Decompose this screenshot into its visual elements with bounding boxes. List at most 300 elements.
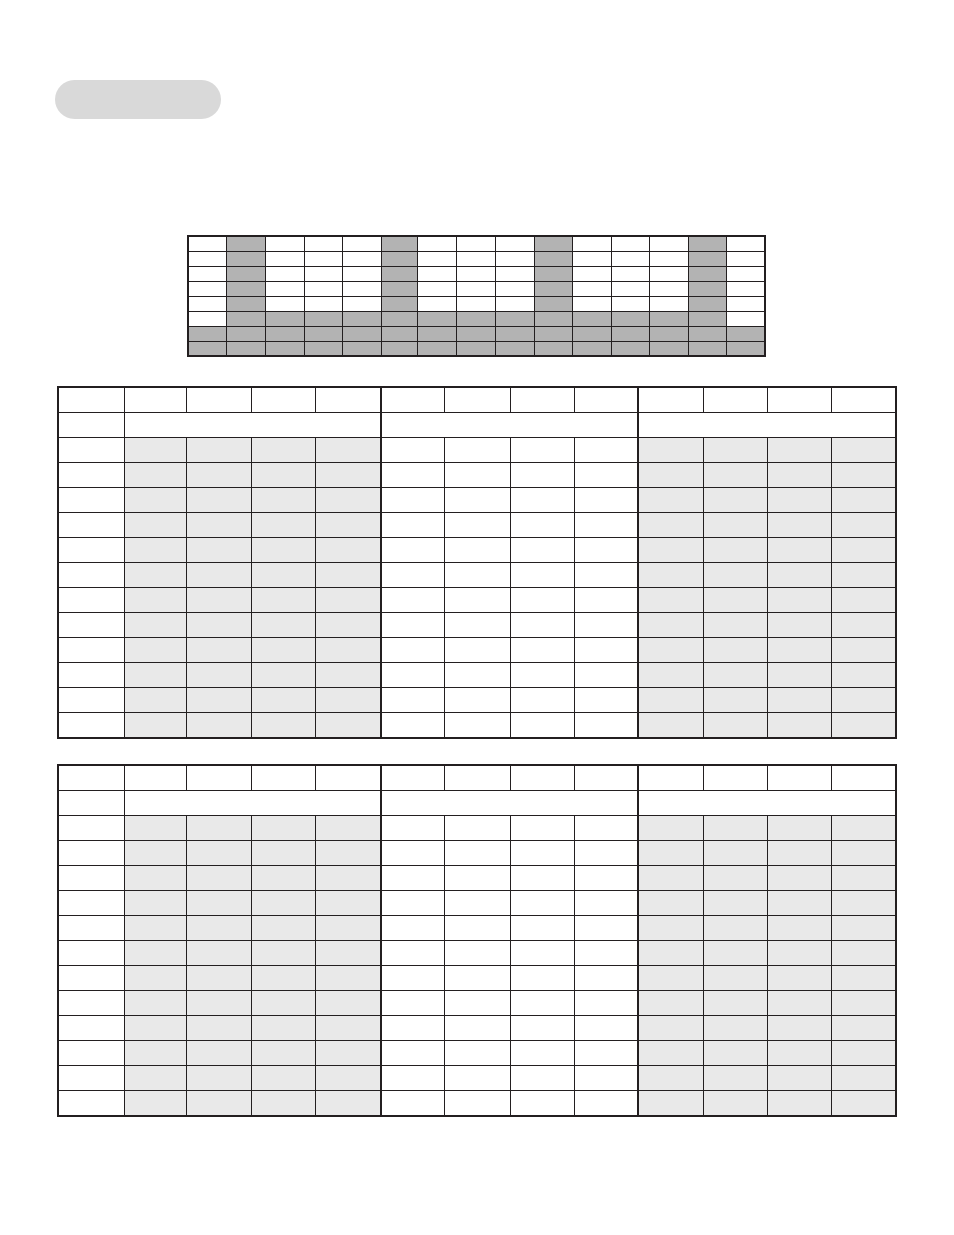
- entry-cell[interactable]: [768, 1016, 832, 1041]
- entry-cell[interactable]: [251, 866, 315, 891]
- entry-cell[interactable]: [124, 966, 186, 991]
- entry-cell[interactable]: [124, 613, 186, 638]
- entry-cell[interactable]: [832, 916, 896, 941]
- entry-cell[interactable]: [445, 638, 510, 663]
- entry-cell[interactable]: [832, 463, 896, 488]
- entry-cell[interactable]: [510, 463, 574, 488]
- entry-cell[interactable]: [124, 538, 186, 563]
- entry-cell[interactable]: [703, 841, 767, 866]
- entry-cell[interactable]: [445, 941, 510, 966]
- entry-cell[interactable]: [768, 463, 832, 488]
- entry-cell[interactable]: [316, 966, 381, 991]
- entry-cell[interactable]: [703, 941, 767, 966]
- entry-cell[interactable]: [186, 991, 251, 1016]
- entry-cell[interactable]: [832, 688, 896, 713]
- entry-cell[interactable]: [768, 688, 832, 713]
- entry-cell[interactable]: [638, 538, 703, 563]
- entry-cell[interactable]: [381, 438, 445, 463]
- entry-cell[interactable]: [445, 613, 510, 638]
- entry-cell[interactable]: [251, 841, 315, 866]
- key-cell: [534, 342, 572, 357]
- entry-cell[interactable]: [124, 563, 186, 588]
- entry-cell[interactable]: [186, 966, 251, 991]
- entry-cell[interactable]: [574, 638, 638, 663]
- entry-cell[interactable]: [251, 891, 315, 916]
- entry-cell[interactable]: [186, 916, 251, 941]
- entry-cell[interactable]: [638, 1091, 703, 1117]
- entry-cell[interactable]: [574, 1016, 638, 1041]
- entry-cell[interactable]: [768, 891, 832, 916]
- entry-cell[interactable]: [510, 613, 574, 638]
- entry-cell[interactable]: [638, 841, 703, 866]
- entry-cell[interactable]: [638, 663, 703, 688]
- entry-cell[interactable]: [186, 891, 251, 916]
- entry-cell[interactable]: [381, 941, 445, 966]
- entry-cell[interactable]: [124, 841, 186, 866]
- entry-cell[interactable]: [638, 966, 703, 991]
- entry-cell[interactable]: [445, 588, 510, 613]
- entry-cell[interactable]: [638, 463, 703, 488]
- entry-cell[interactable]: [703, 538, 767, 563]
- entry-cell[interactable]: [316, 866, 381, 891]
- entry-cell[interactable]: [768, 1066, 832, 1091]
- entry-cell[interactable]: [768, 991, 832, 1016]
- entry-cell[interactable]: [768, 841, 832, 866]
- entry-cell[interactable]: [832, 513, 896, 538]
- entry-cell[interactable]: [445, 841, 510, 866]
- entry-cell[interactable]: [316, 1066, 381, 1091]
- entry-cell[interactable]: [703, 513, 767, 538]
- row-label: [58, 538, 124, 563]
- entry-cell[interactable]: [381, 866, 445, 891]
- entry-cell[interactable]: [186, 1041, 251, 1066]
- key-cell: [418, 327, 457, 342]
- entry-cell[interactable]: [186, 513, 251, 538]
- entry-cell[interactable]: [251, 1041, 315, 1066]
- entry-cell[interactable]: [381, 841, 445, 866]
- entry-cell[interactable]: [768, 613, 832, 638]
- entry-cell[interactable]: [124, 816, 186, 841]
- entry-cell[interactable]: [574, 613, 638, 638]
- entry-cell[interactable]: [510, 638, 574, 663]
- entry-cell[interactable]: [251, 688, 315, 713]
- entry-cell[interactable]: [510, 513, 574, 538]
- entry-cell[interactable]: [124, 1066, 186, 1091]
- entry-cell[interactable]: [124, 488, 186, 513]
- entry-cell[interactable]: [768, 513, 832, 538]
- key-row: [188, 267, 765, 282]
- entry-cell[interactable]: [768, 563, 832, 588]
- entry-cell[interactable]: [638, 891, 703, 916]
- entry-cell[interactable]: [445, 891, 510, 916]
- entry-cell[interactable]: [251, 588, 315, 613]
- entry-cell[interactable]: [703, 438, 767, 463]
- entry-cell[interactable]: [510, 1066, 574, 1091]
- entry-cell[interactable]: [510, 438, 574, 463]
- entry-cell[interactable]: [832, 1091, 896, 1117]
- entry-cell[interactable]: [768, 438, 832, 463]
- entry-cell[interactable]: [445, 463, 510, 488]
- entry-cell[interactable]: [574, 1041, 638, 1066]
- entry-cell[interactable]: [445, 1091, 510, 1117]
- entry-cell[interactable]: [124, 1091, 186, 1117]
- column-header-row: [58, 387, 896, 413]
- entry-cell[interactable]: [703, 816, 767, 841]
- entry-cell[interactable]: [316, 891, 381, 916]
- key-cell: [188, 327, 226, 342]
- entry-cell[interactable]: [251, 463, 315, 488]
- entry-cell[interactable]: [251, 941, 315, 966]
- entry-cell[interactable]: [832, 966, 896, 991]
- entry-cell[interactable]: [703, 891, 767, 916]
- entry-cell[interactable]: [186, 663, 251, 688]
- entry-cell[interactable]: [832, 438, 896, 463]
- entry-cell[interactable]: [768, 488, 832, 513]
- entry-cell[interactable]: [510, 563, 574, 588]
- entry-cell[interactable]: [832, 613, 896, 638]
- entry-cell[interactable]: [445, 538, 510, 563]
- key-cell: [418, 297, 457, 312]
- entry-cell[interactable]: [510, 1091, 574, 1117]
- entry-cell[interactable]: [574, 713, 638, 739]
- entry-cell[interactable]: [574, 1091, 638, 1117]
- entry-cell[interactable]: [381, 513, 445, 538]
- entry-cell[interactable]: [251, 663, 315, 688]
- entry-cell[interactable]: [703, 488, 767, 513]
- entry-cell[interactable]: [124, 663, 186, 688]
- entry-cell[interactable]: [574, 513, 638, 538]
- entry-cell[interactable]: [316, 841, 381, 866]
- entry-cell[interactable]: [381, 588, 445, 613]
- entry-cell[interactable]: [574, 891, 638, 916]
- entry-cell[interactable]: [186, 1016, 251, 1041]
- entry-cell[interactable]: [510, 688, 574, 713]
- entry-cell[interactable]: [638, 991, 703, 1016]
- entry-cell[interactable]: [381, 966, 445, 991]
- entry-cell[interactable]: [381, 891, 445, 916]
- entry-cell[interactable]: [510, 941, 574, 966]
- entry-cell[interactable]: [638, 613, 703, 638]
- entry-cell[interactable]: [124, 891, 186, 916]
- entry-cell[interactable]: [381, 563, 445, 588]
- entry-cell[interactable]: [832, 991, 896, 1016]
- entry-cell[interactable]: [768, 538, 832, 563]
- entry-cell[interactable]: [381, 488, 445, 513]
- entry-cell[interactable]: [510, 866, 574, 891]
- entry-cell[interactable]: [832, 638, 896, 663]
- entry-cell[interactable]: [703, 713, 767, 739]
- entry-cell[interactable]: [251, 1091, 315, 1117]
- entry-cell[interactable]: [832, 841, 896, 866]
- entry-cell[interactable]: [186, 816, 251, 841]
- entry-cell[interactable]: [124, 513, 186, 538]
- entry-cell[interactable]: [703, 916, 767, 941]
- entry-cell[interactable]: [445, 563, 510, 588]
- entry-cell[interactable]: [510, 663, 574, 688]
- key-cell: [382, 342, 418, 357]
- entry-cell[interactable]: [574, 688, 638, 713]
- entry-cell[interactable]: [124, 713, 186, 739]
- entry-cell[interactable]: [186, 438, 251, 463]
- entry-cell[interactable]: [574, 916, 638, 941]
- entry-cell[interactable]: [381, 916, 445, 941]
- entry-cell[interactable]: [703, 638, 767, 663]
- column-header: [703, 765, 767, 791]
- entry-cell[interactable]: [832, 538, 896, 563]
- entry-cell[interactable]: [832, 713, 896, 739]
- entry-cell[interactable]: [186, 488, 251, 513]
- entry-cell[interactable]: [316, 688, 381, 713]
- entry-cell[interactable]: [768, 663, 832, 688]
- entry-cell[interactable]: [381, 1091, 445, 1117]
- entry-cell[interactable]: [574, 438, 638, 463]
- entry-cell[interactable]: [703, 1041, 767, 1066]
- entry-cell[interactable]: [186, 1091, 251, 1117]
- entry-cell[interactable]: [445, 916, 510, 941]
- entry-cell[interactable]: [638, 638, 703, 663]
- entry-cell[interactable]: [574, 563, 638, 588]
- entry-cell[interactable]: [186, 463, 251, 488]
- entry-cell[interactable]: [703, 463, 767, 488]
- entry-cell[interactable]: [832, 588, 896, 613]
- entry-cell[interactable]: [768, 1041, 832, 1066]
- entry-cell[interactable]: [832, 563, 896, 588]
- entry-cell[interactable]: [316, 513, 381, 538]
- entry-cell[interactable]: [124, 991, 186, 1016]
- entry-cell[interactable]: [703, 991, 767, 1016]
- entry-cell[interactable]: [316, 563, 381, 588]
- entry-cell[interactable]: [445, 816, 510, 841]
- entry-cell[interactable]: [251, 513, 315, 538]
- entry-cell[interactable]: [381, 1041, 445, 1066]
- entry-cell[interactable]: [381, 663, 445, 688]
- entry-cell[interactable]: [251, 438, 315, 463]
- entry-cell[interactable]: [316, 1091, 381, 1117]
- entry-cell[interactable]: [124, 463, 186, 488]
- entry-cell[interactable]: [510, 891, 574, 916]
- entry-cell[interactable]: [251, 488, 315, 513]
- entry-cell[interactable]: [638, 866, 703, 891]
- entry-cell[interactable]: [124, 588, 186, 613]
- entry-cell[interactable]: [574, 841, 638, 866]
- entry-cell[interactable]: [703, 1066, 767, 1091]
- entry-cell[interactable]: [638, 941, 703, 966]
- key-cell: [226, 342, 265, 357]
- entry-cell[interactable]: [832, 663, 896, 688]
- entry-cell[interactable]: [703, 1016, 767, 1041]
- entry-cell[interactable]: [638, 688, 703, 713]
- entry-cell[interactable]: [574, 1066, 638, 1091]
- entry-cell[interactable]: [574, 538, 638, 563]
- entry-cell[interactable]: [510, 488, 574, 513]
- entry-cell[interactable]: [381, 1066, 445, 1091]
- entry-cell[interactable]: [768, 1091, 832, 1117]
- entry-cell[interactable]: [832, 891, 896, 916]
- entry-cell[interactable]: [768, 866, 832, 891]
- entry-cell[interactable]: [316, 816, 381, 841]
- entry-cell[interactable]: [251, 966, 315, 991]
- entry-cell[interactable]: [251, 1066, 315, 1091]
- entry-cell[interactable]: [510, 1016, 574, 1041]
- entry-cell[interactable]: [638, 916, 703, 941]
- entry-cell[interactable]: [381, 816, 445, 841]
- entry-cell[interactable]: [381, 613, 445, 638]
- entry-cell[interactable]: [703, 1091, 767, 1117]
- entry-cell[interactable]: [768, 638, 832, 663]
- entry-cell[interactable]: [445, 713, 510, 739]
- entry-cell[interactable]: [124, 1016, 186, 1041]
- entry-cell[interactable]: [381, 688, 445, 713]
- entry-cell[interactable]: [381, 991, 445, 1016]
- entry-cell[interactable]: [445, 438, 510, 463]
- entry-cell[interactable]: [703, 563, 767, 588]
- entry-cell[interactable]: [381, 538, 445, 563]
- entry-cell[interactable]: [703, 688, 767, 713]
- entry-cell[interactable]: [251, 916, 315, 941]
- entry-cell[interactable]: [251, 538, 315, 563]
- entry-cell[interactable]: [832, 816, 896, 841]
- entry-cell[interactable]: [510, 713, 574, 739]
- entry-cell[interactable]: [316, 916, 381, 941]
- entry-cell[interactable]: [638, 1041, 703, 1066]
- entry-cell[interactable]: [316, 713, 381, 739]
- entry-cell[interactable]: [186, 588, 251, 613]
- entry-cell[interactable]: [316, 538, 381, 563]
- entry-cell[interactable]: [768, 966, 832, 991]
- entry-cell[interactable]: [381, 1016, 445, 1041]
- entry-cell[interactable]: [316, 463, 381, 488]
- entry-cell[interactable]: [186, 613, 251, 638]
- entry-cell[interactable]: [638, 1066, 703, 1091]
- entry-cell[interactable]: [574, 941, 638, 966]
- entry-cell[interactable]: [445, 488, 510, 513]
- entry-cell[interactable]: [251, 816, 315, 841]
- entry-cell[interactable]: [832, 1066, 896, 1091]
- row-label: [58, 1016, 124, 1041]
- entry-cell[interactable]: [316, 588, 381, 613]
- entry-cell[interactable]: [638, 488, 703, 513]
- entry-cell[interactable]: [703, 613, 767, 638]
- entry-cell[interactable]: [186, 1066, 251, 1091]
- entry-cell[interactable]: [574, 463, 638, 488]
- entry-cell[interactable]: [768, 588, 832, 613]
- entry-cell[interactable]: [510, 816, 574, 841]
- entry-cell[interactable]: [316, 613, 381, 638]
- entry-cell[interactable]: [186, 941, 251, 966]
- entry-cell[interactable]: [124, 866, 186, 891]
- entry-cell[interactable]: [703, 866, 767, 891]
- entry-cell[interactable]: [574, 816, 638, 841]
- entry-cell[interactable]: [574, 588, 638, 613]
- entry-cell[interactable]: [251, 1016, 315, 1041]
- entry-cell[interactable]: [124, 916, 186, 941]
- group-header: [381, 413, 639, 438]
- entry-cell[interactable]: [703, 966, 767, 991]
- entry-cell[interactable]: [638, 513, 703, 538]
- entry-cell[interactable]: [381, 638, 445, 663]
- entry-cell[interactable]: [638, 713, 703, 739]
- entry-cell[interactable]: [832, 1016, 896, 1041]
- entry-cell[interactable]: [638, 1016, 703, 1041]
- entry-cell[interactable]: [124, 638, 186, 663]
- entry-cell[interactable]: [574, 991, 638, 1016]
- entry-cell[interactable]: [316, 1016, 381, 1041]
- entry-cell[interactable]: [638, 438, 703, 463]
- entry-cell[interactable]: [510, 1041, 574, 1066]
- entry-cell[interactable]: [445, 1041, 510, 1066]
- entry-cell[interactable]: [445, 866, 510, 891]
- entry-cell[interactable]: [510, 538, 574, 563]
- entry-cell[interactable]: [186, 841, 251, 866]
- entry-cell[interactable]: [445, 1016, 510, 1041]
- entry-cell[interactable]: [124, 941, 186, 966]
- entry-cell[interactable]: [186, 688, 251, 713]
- entry-cell[interactable]: [316, 941, 381, 966]
- entry-cell[interactable]: [445, 513, 510, 538]
- entry-cell[interactable]: [186, 563, 251, 588]
- entry-cell[interactable]: [445, 966, 510, 991]
- entry-cell[interactable]: [124, 438, 186, 463]
- entry-cell[interactable]: [251, 638, 315, 663]
- entry-cell[interactable]: [768, 713, 832, 739]
- entry-cell[interactable]: [574, 663, 638, 688]
- entry-cell[interactable]: [510, 841, 574, 866]
- entry-cell[interactable]: [251, 563, 315, 588]
- entry-cell[interactable]: [768, 941, 832, 966]
- entry-cell[interactable]: [316, 638, 381, 663]
- entry-cell[interactable]: [574, 966, 638, 991]
- entry-cell[interactable]: [445, 991, 510, 1016]
- entry-cell[interactable]: [251, 713, 315, 739]
- entry-cell[interactable]: [381, 463, 445, 488]
- entry-cell[interactable]: [186, 713, 251, 739]
- entry-cell[interactable]: [381, 713, 445, 739]
- entry-cell[interactable]: [768, 816, 832, 841]
- entry-cell[interactable]: [186, 638, 251, 663]
- entry-cell[interactable]: [251, 991, 315, 1016]
- entry-cell[interactable]: [574, 488, 638, 513]
- entry-cell[interactable]: [703, 663, 767, 688]
- entry-cell[interactable]: [445, 1066, 510, 1091]
- entry-cell[interactable]: [510, 588, 574, 613]
- entry-cell[interactable]: [638, 588, 703, 613]
- entry-cell[interactable]: [703, 588, 767, 613]
- entry-cell[interactable]: [445, 688, 510, 713]
- entry-cell[interactable]: [316, 488, 381, 513]
- entry-cell[interactable]: [316, 438, 381, 463]
- entry-cell[interactable]: [186, 866, 251, 891]
- entry-cell[interactable]: [124, 688, 186, 713]
- entry-cell[interactable]: [251, 613, 315, 638]
- entry-cell[interactable]: [510, 916, 574, 941]
- entry-cell[interactable]: [768, 916, 832, 941]
- entry-cell[interactable]: [510, 966, 574, 991]
- entry-cell[interactable]: [316, 1041, 381, 1066]
- entry-cell[interactable]: [832, 488, 896, 513]
- entry-cell[interactable]: [832, 866, 896, 891]
- entry-cell[interactable]: [574, 866, 638, 891]
- entry-cell[interactable]: [316, 663, 381, 688]
- entry-cell[interactable]: [316, 991, 381, 1016]
- entry-cell[interactable]: [832, 1041, 896, 1066]
- entry-cell[interactable]: [638, 816, 703, 841]
- entry-cell[interactable]: [186, 538, 251, 563]
- entry-cell[interactable]: [124, 1041, 186, 1066]
- entry-cell[interactable]: [638, 563, 703, 588]
- entry-cell[interactable]: [445, 663, 510, 688]
- entry-cell[interactable]: [510, 991, 574, 1016]
- entry-cell[interactable]: [832, 941, 896, 966]
